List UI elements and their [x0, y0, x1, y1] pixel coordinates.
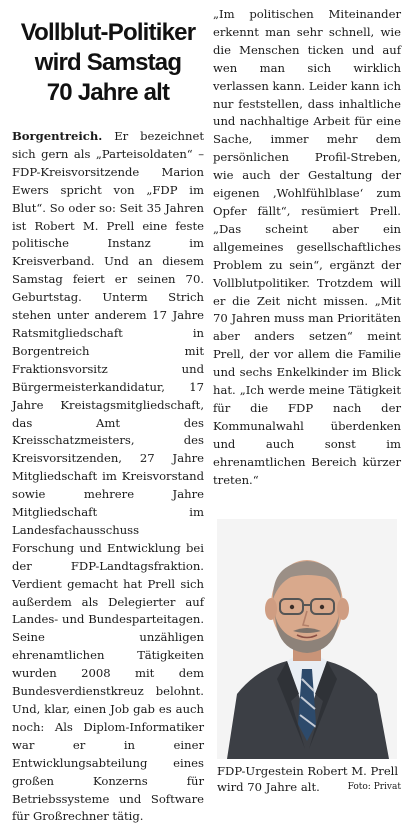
- article-headline: [12, 18, 204, 108]
- article-body-right: „Im politischen Miteinander erkennt man sehr schnell, wie die Menschen ticken und auf wen man sich wirklich verlassen kann. Leider kann ich nur feststellen, dass inhaltliche und nachhaltige Arbeit für eine Sache, immer mehr dem persönlichen Profil-Streben, wie auch der Gestaltung der eigenen ‚Wohlfühlblase‘ zum Opfer fällt“, resümiert Prell. „Das scheint aber ein allgemeines gesellschaftliches Problem zu sein“, ergänzt der Vollblutpolitiker. Trotzdem will er die Zeit nicht missen. „Mit 70 Jahren muss man Prioritäten aber anders setzen“ meint Prell, der vor allem die Familie und sechs Enkelkinder im Blick hat. „Ich werde meine Tätigkeit für die FDP nach der Kommunalwahl überdenken und auch sonst im ehrenamtlichen Bereich kürzer treten.“: [213, 7, 401, 487]
- photo-credit: Foto: Privat: [347, 782, 401, 793]
- headline-line-3: 70 Jahre alt: [46, 79, 170, 106]
- portrait-illustration: [217, 519, 397, 759]
- headline-line-2: wird Samstag: [34, 49, 182, 76]
- dateline: Borgentreich.: [12, 129, 103, 143]
- right-column: [213, 6, 401, 795]
- article-body-left: [12, 128, 204, 826]
- body-text-left: Er bezeichnet sich gern als „Parteisoldaten“ – FDP-Kreisvorsitzende Marion Ewers spricht von „FDP im Blut“. So oder so: Seit 35 Jahren ist Robert M. Prell eine feste politische Instanz im Kreisverband. Und an diesem Samstag feiert er seinen 70. Geburtstag. Unterm Strich stehen unter anderem 17 Jahre Ratsmitgliedschaft in Borgentreich mit Fraktionsvorsitz und Bürgermeisterkandidatur, 17 Jahre Kreistagsmitgliedschaft, das Amt des Kreisschatzmeisters, des Kreisvorsitzenden, 27 Jahre Mitgliedschaft im Kreisvorstand sowie mehrere Jahre Mitgliedschaft im Landesfachausschuss Forschung und Entwicklung bei der FDP-Landtagsfraktion. Verdient gemacht hat Prell sich außerdem als Delegierter auf Landes- und Bundesparteitagen. Seine unzähligen ehrenamtlichen Tätigkeiten wurden 2008 mit dem Bundesverdienstkreuz belohnt. Und, klar, einen Job gab es auch noch: Als Diplom-Informatiker war er in einer Entwicklungsabteilung eines großen Konzerns für Betriebssysteme und Software für Großrechner tätig.: [12, 129, 204, 824]
- photo-caption: [217, 763, 401, 795]
- portrait-photo: [217, 519, 397, 759]
- caption-text: FDP-Urgestein Robert M. Prell wird 70 Jahre alt.: [217, 764, 399, 795]
- left-column: [12, 12, 204, 826]
- headline-line-1: Vollblut-Politiker: [20, 19, 196, 46]
